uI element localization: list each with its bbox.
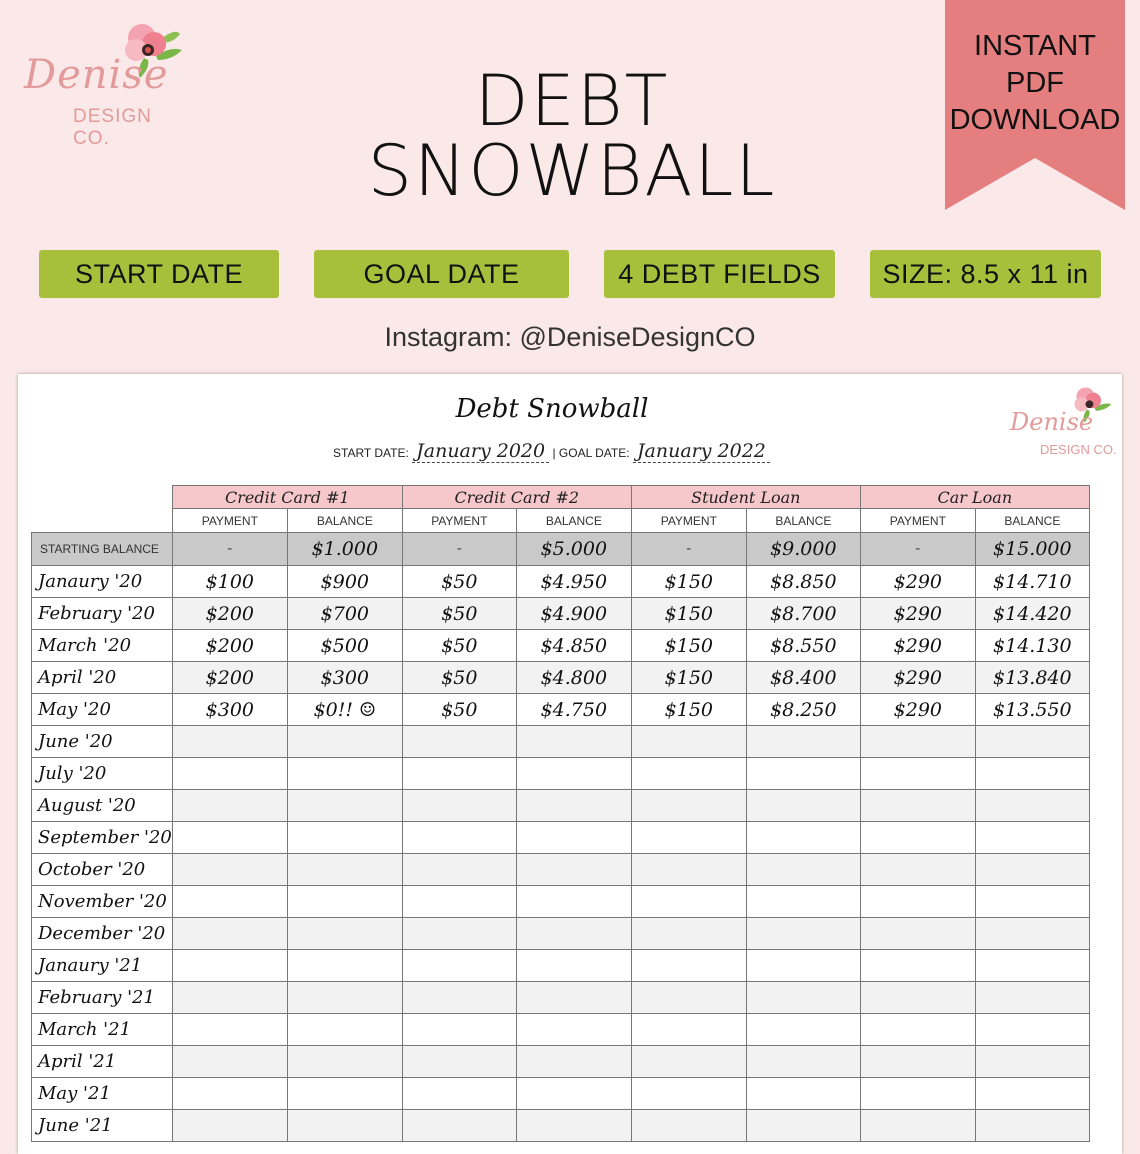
- payment-cell[interactable]: $150: [631, 630, 746, 662]
- payment-cell[interactable]: $100: [172, 566, 287, 598]
- balance-cell[interactable]: [975, 758, 1089, 790]
- balance-cell[interactable]: [746, 918, 860, 950]
- balance-cell[interactable]: $8.550: [746, 630, 860, 662]
- payment-column-header: PAYMENT: [172, 509, 287, 533]
- payment-cell[interactable]: [631, 1110, 746, 1142]
- balance-cell[interactable]: $4.750: [516, 694, 631, 726]
- balance-cell[interactable]: [746, 854, 860, 886]
- column-header-row: [32, 509, 1090, 533]
- balance-cell[interactable]: [287, 950, 402, 982]
- payment-cell[interactable]: [172, 1046, 287, 1078]
- payment-cell[interactable]: $300: [172, 694, 287, 726]
- balance-cell[interactable]: $8.400: [746, 662, 860, 694]
- balance-cell[interactable]: $4.800: [516, 662, 631, 694]
- payment-cell[interactable]: $50: [402, 694, 516, 726]
- table-row: [32, 886, 1090, 918]
- balance-cell[interactable]: $4.900: [516, 598, 631, 630]
- balance-cell[interactable]: $700: [287, 598, 402, 630]
- month-label: May '20: [32, 694, 173, 726]
- balance-cell[interactable]: [287, 758, 402, 790]
- balance-cell[interactable]: [516, 726, 631, 758]
- balance-cell[interactable]: [746, 1078, 860, 1110]
- balance-cell[interactable]: [516, 1014, 631, 1046]
- payment-cell[interactable]: [172, 1110, 287, 1142]
- month-label: Janaury '21: [32, 950, 173, 982]
- tag-start-date: START DATE: [39, 250, 279, 298]
- balance-cell[interactable]: $13.840: [975, 662, 1089, 694]
- balance-cell[interactable]: [746, 1046, 860, 1078]
- balance-cell[interactable]: [746, 790, 860, 822]
- payment-cell[interactable]: [631, 1078, 746, 1110]
- doc-brand-sub: DESIGN CO.: [1040, 442, 1117, 457]
- payment-cell[interactable]: [631, 822, 746, 854]
- debt-name-header: Student Loan: [631, 486, 860, 509]
- payment-cell[interactable]: [172, 982, 287, 1014]
- month-label: December '20: [32, 918, 173, 950]
- payment-column-header: PAYMENT: [631, 509, 746, 533]
- payment-cell[interactable]: [172, 918, 287, 950]
- payment-cell[interactable]: [860, 918, 975, 950]
- balance-cell[interactable]: $900: [287, 566, 402, 598]
- payment-cell[interactable]: [860, 790, 975, 822]
- ribbon-line-2: PDF: [1006, 67, 1064, 99]
- starting-balance-cell: $1.000: [287, 533, 402, 566]
- balance-cell[interactable]: [975, 1014, 1089, 1046]
- starting-balance-cell: $9.000: [746, 533, 860, 566]
- payment-cell[interactable]: [402, 1014, 516, 1046]
- balance-cell[interactable]: [746, 1110, 860, 1142]
- balance-cell[interactable]: $4.950: [516, 566, 631, 598]
- payment-cell[interactable]: [631, 1046, 746, 1078]
- month-label: September '20: [32, 822, 173, 854]
- payment-cell[interactable]: $150: [631, 598, 746, 630]
- payment-cell[interactable]: [172, 1014, 287, 1046]
- payment-cell[interactable]: [860, 982, 975, 1014]
- brand-logo: [18, 10, 193, 149]
- payment-cell[interactable]: [402, 1110, 516, 1142]
- debt-name-header: Credit Card #2: [402, 486, 631, 509]
- payment-cell[interactable]: [172, 950, 287, 982]
- balance-cell[interactable]: [516, 822, 631, 854]
- payment-cell[interactable]: [402, 726, 516, 758]
- payment-cell[interactable]: $50: [402, 598, 516, 630]
- table-row: [32, 662, 1090, 694]
- payment-cell[interactable]: [631, 790, 746, 822]
- table-row: [32, 566, 1090, 598]
- payment-cell[interactable]: [402, 886, 516, 918]
- balance-cell[interactable]: [516, 886, 631, 918]
- tag-goal-date: GOAL DATE: [314, 250, 569, 298]
- month-label: March '20: [32, 630, 173, 662]
- month-label: April '21: [32, 1046, 173, 1078]
- start-date-label: START DATE:: [333, 446, 409, 460]
- balance-column-header: BALANCE: [746, 509, 860, 533]
- balance-cell[interactable]: $14.420: [975, 598, 1089, 630]
- table-row: [32, 1110, 1090, 1142]
- ribbon-line-3: DOWNLOAD: [949, 104, 1121, 136]
- month-label: May '21: [32, 1078, 173, 1110]
- balance-cell[interactable]: [746, 726, 860, 758]
- debt-header-row: [32, 486, 1090, 509]
- instagram-handle: Instagram: @DeniseDesignCO: [384, 322, 756, 352]
- balance-cell[interactable]: [975, 1110, 1089, 1142]
- payment-cell[interactable]: $200: [172, 662, 287, 694]
- payment-cell[interactable]: $290: [860, 598, 975, 630]
- balance-cell[interactable]: $500: [287, 630, 402, 662]
- payment-cell[interactable]: [172, 758, 287, 790]
- payment-cell[interactable]: [631, 1014, 746, 1046]
- balance-column-header: BALANCE: [975, 509, 1089, 533]
- starting-balance-label: STARTING BALANCE: [32, 533, 173, 566]
- table-row: [32, 758, 1090, 790]
- table-row: [32, 982, 1090, 1014]
- payment-cell[interactable]: [172, 854, 287, 886]
- balance-cell[interactable]: [516, 918, 631, 950]
- balance-cell[interactable]: [746, 950, 860, 982]
- payment-cell[interactable]: [172, 726, 287, 758]
- starting-payment-cell: -: [860, 533, 975, 566]
- payment-cell[interactable]: [860, 1014, 975, 1046]
- payment-cell[interactable]: $290: [860, 694, 975, 726]
- page-title: DEBT SNOWBALL: [367, 60, 777, 212]
- balance-cell[interactable]: $8.250: [746, 694, 860, 726]
- tag-size: SIZE: 8.5 x 11 in: [870, 250, 1101, 298]
- document-brand-logo: [1008, 380, 1118, 460]
- balance-cell[interactable]: [975, 790, 1089, 822]
- month-label: April '20: [32, 662, 173, 694]
- balance-cell[interactable]: [975, 950, 1089, 982]
- payment-cell[interactable]: [402, 1078, 516, 1110]
- payment-cell[interactable]: [631, 758, 746, 790]
- month-label: June '20: [32, 726, 173, 758]
- payment-cell[interactable]: [402, 918, 516, 950]
- balance-column-header: BALANCE: [287, 509, 402, 533]
- balance-cell[interactable]: [287, 854, 402, 886]
- month-label: October '20: [32, 854, 173, 886]
- goal-date-label: | GOAL DATE:: [552, 446, 630, 460]
- balance-cell[interactable]: [975, 982, 1089, 1014]
- payment-cell[interactable]: [402, 822, 516, 854]
- payment-cell[interactable]: [860, 726, 975, 758]
- payment-cell[interactable]: $290: [860, 662, 975, 694]
- payment-cell[interactable]: $290: [860, 566, 975, 598]
- payment-cell[interactable]: [631, 886, 746, 918]
- payment-cell[interactable]: [631, 950, 746, 982]
- payment-cell[interactable]: $150: [631, 694, 746, 726]
- table-row: [32, 694, 1090, 726]
- balance-cell[interactable]: [746, 982, 860, 1014]
- starting-balance-row: [32, 533, 1090, 566]
- payment-cell[interactable]: [860, 1046, 975, 1078]
- payment-cell[interactable]: [860, 758, 975, 790]
- starting-payment-cell: -: [172, 533, 287, 566]
- balance-cell[interactable]: [287, 1046, 402, 1078]
- balance-cell[interactable]: [287, 790, 402, 822]
- date-line: [333, 440, 770, 462]
- payment-cell[interactable]: [172, 790, 287, 822]
- payment-cell[interactable]: [172, 1078, 287, 1110]
- balance-cell[interactable]: $14.130: [975, 630, 1089, 662]
- payment-cell[interactable]: [860, 854, 975, 886]
- month-label: June '21: [32, 1110, 173, 1142]
- payment-cell[interactable]: [631, 982, 746, 1014]
- balance-cell[interactable]: [746, 822, 860, 854]
- payment-cell[interactable]: $150: [631, 662, 746, 694]
- month-label: July '20: [32, 758, 173, 790]
- month-label: February '21: [32, 982, 173, 1014]
- payment-cell[interactable]: [172, 822, 287, 854]
- month-label: February '20: [32, 598, 173, 630]
- starting-balance-cell: $15.000: [975, 533, 1089, 566]
- payment-cell[interactable]: [860, 1110, 975, 1142]
- balance-cell[interactable]: [975, 1046, 1089, 1078]
- balance-cell[interactable]: [975, 822, 1089, 854]
- brand-script-text: Denise: [24, 52, 169, 98]
- month-label: November '20: [32, 886, 173, 918]
- document-title: Debt Snowball: [455, 394, 649, 424]
- balance-cell[interactable]: [516, 1078, 631, 1110]
- month-label: August '20: [32, 790, 173, 822]
- payment-cell[interactable]: [860, 886, 975, 918]
- balance-cell[interactable]: [287, 726, 402, 758]
- payment-cell[interactable]: $290: [860, 630, 975, 662]
- balance-cell[interactable]: [516, 982, 631, 1014]
- table-row: [32, 1046, 1090, 1078]
- balance-cell[interactable]: [746, 886, 860, 918]
- table-row: [32, 854, 1090, 886]
- payment-cell[interactable]: [172, 886, 287, 918]
- payment-cell[interactable]: [860, 822, 975, 854]
- payment-cell[interactable]: [402, 982, 516, 1014]
- balance-cell[interactable]: [975, 886, 1089, 918]
- payment-cell[interactable]: $50: [402, 566, 516, 598]
- balance-cell[interactable]: [287, 1014, 402, 1046]
- balance-cell[interactable]: $13.550: [975, 694, 1089, 726]
- balance-cell[interactable]: [746, 1014, 860, 1046]
- payment-cell[interactable]: [631, 726, 746, 758]
- payment-cell[interactable]: [631, 854, 746, 886]
- balance-cell[interactable]: $14.710: [975, 566, 1089, 598]
- brand-sub-text: DESIGN CO.: [73, 106, 152, 149]
- payment-cell[interactable]: $200: [172, 598, 287, 630]
- payment-cell[interactable]: [860, 1078, 975, 1110]
- balance-cell[interactable]: [516, 1046, 631, 1078]
- table-row: [32, 822, 1090, 854]
- balance-cell[interactable]: $0!! ☺: [287, 694, 402, 726]
- balance-cell[interactable]: $8.850: [746, 566, 860, 598]
- payment-cell[interactable]: [860, 950, 975, 982]
- balance-cell[interactable]: [516, 1110, 631, 1142]
- balance-cell[interactable]: [975, 854, 1089, 886]
- table-row: [32, 950, 1090, 982]
- doc-brand-script: Denise: [1010, 408, 1094, 436]
- table-row: [32, 918, 1090, 950]
- balance-cell[interactable]: [516, 950, 631, 982]
- balance-column-header: BALANCE: [516, 509, 631, 533]
- balance-cell[interactable]: $300: [287, 662, 402, 694]
- ribbon-line-1: INSTANT: [974, 30, 1096, 62]
- table-row: [32, 1078, 1090, 1110]
- payment-cell[interactable]: $50: [402, 662, 516, 694]
- table-row: [32, 630, 1090, 662]
- payment-cell[interactable]: [402, 790, 516, 822]
- balance-cell[interactable]: [287, 822, 402, 854]
- table-row: [32, 598, 1090, 630]
- payment-cell[interactable]: [402, 950, 516, 982]
- balance-cell[interactable]: [516, 790, 631, 822]
- instant-download-ribbon: [945, 0, 1125, 210]
- balance-cell[interactable]: [746, 758, 860, 790]
- starting-balance-cell: $5.000: [516, 533, 631, 566]
- balance-cell[interactable]: [516, 758, 631, 790]
- tag-debt-fields: 4 DEBT FIELDS: [604, 250, 835, 298]
- balance-cell[interactable]: $8.700: [746, 598, 860, 630]
- balance-cell[interactable]: [287, 1078, 402, 1110]
- balance-cell[interactable]: $4.850: [516, 630, 631, 662]
- balance-cell[interactable]: [287, 982, 402, 1014]
- balance-cell[interactable]: [287, 886, 402, 918]
- payment-cell[interactable]: [631, 918, 746, 950]
- payment-cell[interactable]: [402, 758, 516, 790]
- start-date-value: January 2020: [412, 440, 549, 463]
- month-label: Janaury '20: [32, 566, 173, 598]
- balance-cell[interactable]: [516, 854, 631, 886]
- balance-cell[interactable]: [287, 1110, 402, 1142]
- table-row: [32, 790, 1090, 822]
- payment-cell[interactable]: $200: [172, 630, 287, 662]
- corner-blank: [32, 509, 173, 533]
- payment-column-header: PAYMENT: [860, 509, 975, 533]
- starting-payment-cell: -: [631, 533, 746, 566]
- balance-cell[interactable]: [975, 726, 1089, 758]
- corner-blank: [32, 486, 173, 509]
- payment-cell[interactable]: $150: [631, 566, 746, 598]
- debt-name-header: Credit Card #1: [172, 486, 402, 509]
- debt-name-header: Car Loan: [860, 486, 1089, 509]
- balance-cell[interactable]: [975, 1078, 1089, 1110]
- month-label: March '21: [32, 1014, 173, 1046]
- goal-date-value: January 2022: [633, 440, 770, 463]
- payment-cell[interactable]: [402, 1046, 516, 1078]
- payment-cell[interactable]: $50: [402, 630, 516, 662]
- starting-payment-cell: -: [402, 533, 516, 566]
- table-row: [32, 1014, 1090, 1046]
- debt-tracker-table: [31, 485, 1090, 1142]
- table-row: [32, 726, 1090, 758]
- payment-cell[interactable]: [402, 854, 516, 886]
- balance-cell[interactable]: [975, 918, 1089, 950]
- payment-column-header: PAYMENT: [402, 509, 516, 533]
- balance-cell[interactable]: [287, 918, 402, 950]
